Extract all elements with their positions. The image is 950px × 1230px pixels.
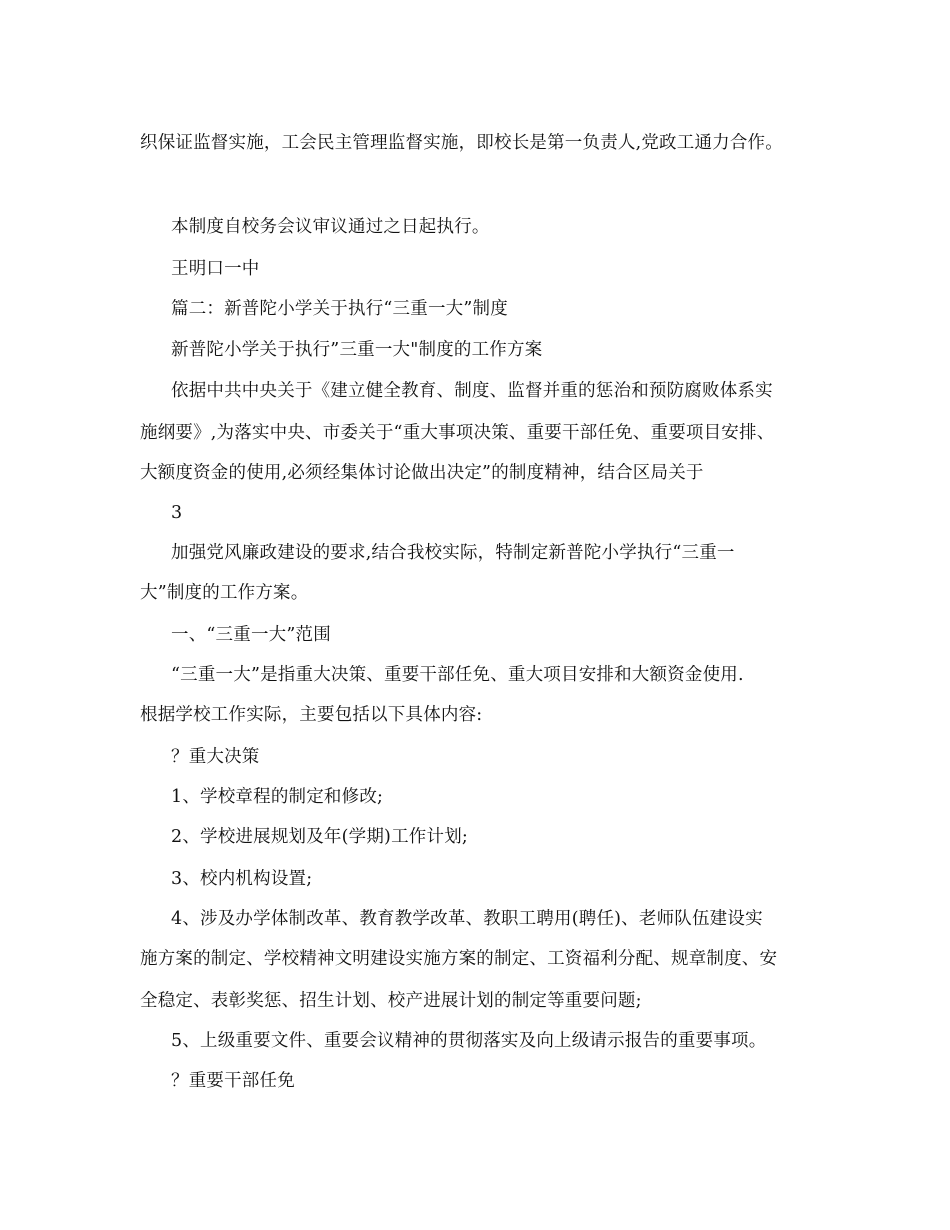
- paragraph-line: 依据中共中央关于《建立健全教育、制度、监督并重的惩治和预防腐败体系实: [171, 381, 773, 401]
- paragraph-line: 大额度资金的使用,必须经集体讨论做出决定”的制度精神，结合区局关于: [140, 463, 704, 483]
- subsection-heading: ？重大决策: [171, 747, 260, 767]
- list-item: 2、学校进展规划及年(学期)工作计划;: [171, 827, 468, 847]
- list-item-continuation: 施方案的制定、学校精神文明建设实施方案的制定、工资福利分配、规章制度、安: [140, 949, 778, 969]
- signature-line: 王明口一中: [171, 259, 260, 279]
- paragraph-line: 加强党风廉政建设的要求,结合我校实际，特制定新普陀小学执行“三重一: [171, 543, 735, 563]
- section-heading: 篇二：新普陀小学关于执行“三重一大”制度: [171, 299, 508, 319]
- section-heading: 一、“三重一大”范围: [171, 625, 331, 645]
- subsection-heading: ？重要干部任免: [171, 1071, 295, 1091]
- list-item: 5、上级重要文件、重要会议精神的贯彻落实及向上级请示报告的重要事项。: [171, 1031, 767, 1051]
- paragraph-line: 织保证监督实施，工会民主管理监督实施，即校长是第一负责人,党政工通力合作。: [140, 133, 783, 153]
- paragraph-line: “三重一大”是指重大决策、重要干部任免、重大项目安排和大额资金使用.: [171, 665, 744, 685]
- paragraph-line: 大”制度的工作方案。: [140, 583, 309, 603]
- paragraph-line: 施纲要》,为落实中央、市委关于“重大事项决策、重要干部任免、重要项目安排、: [140, 423, 775, 443]
- paragraph-line: 根据学校工作实际，主要包括以下具体内容:: [140, 705, 483, 725]
- document-title: 新普陀小学关于执行”三重一大"制度的工作方案: [171, 340, 543, 360]
- page-number: 3: [171, 503, 183, 523]
- list-item-continuation: 全稳定、表彰奖惩、招生计划、校产进展计划的制定等重要问题;: [140, 991, 642, 1011]
- list-item: 3、校内机构设置;: [171, 869, 313, 889]
- list-item: 1、学校章程的制定和修改;: [171, 787, 384, 807]
- list-item: 4、涉及办学体制改革、教育教学改革、教职工聘用(聘任)、老师队伍建设实: [171, 909, 763, 929]
- paragraph-line: 本制度自校务会议审议通过之日起执行。: [171, 217, 490, 237]
